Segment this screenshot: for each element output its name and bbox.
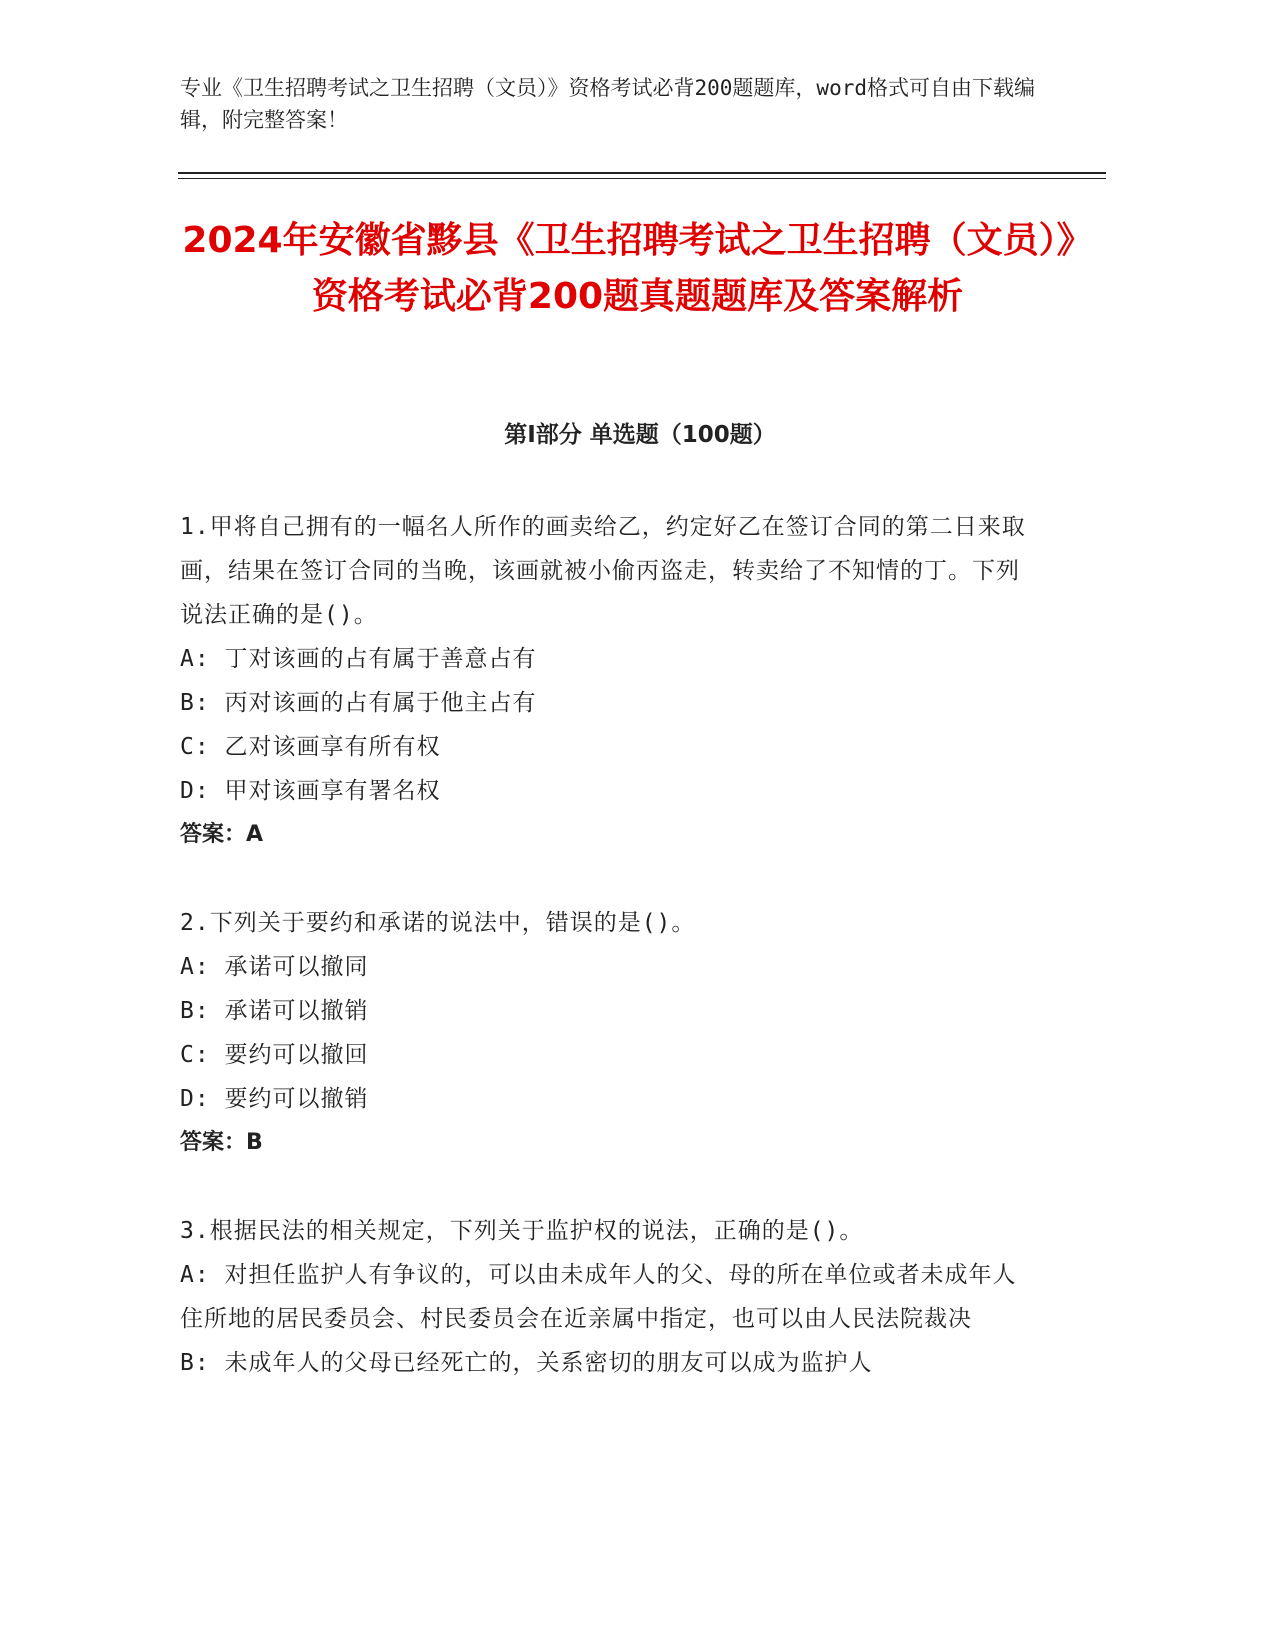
section-heading: 第I部分 单选题（100题）: [504, 422, 776, 448]
option-c: C: 乙对该画享有所有权: [180, 734, 441, 760]
question-1: [180, 505, 1030, 857]
question-list: [180, 505, 1030, 1429]
question-2: [180, 901, 1030, 1165]
option-b: B: 承诺可以撤销: [180, 998, 369, 1024]
option-b: B: 未成年人的父母已经死亡的，关系密切的朋友可以成为监护人: [180, 1350, 873, 1376]
option-a: A: 承诺可以撤同: [180, 954, 369, 980]
option-a: A: 丁对该画的占有属于善意占有: [180, 646, 537, 672]
header-divider-thin: [178, 178, 1106, 179]
document-title: 2024年安徽省黟县《卫生招聘考试之卫生招聘（文员）》资格考试必背200题真题题库及答案解析: [182, 220, 1093, 317]
answer: 答案：B: [180, 1130, 263, 1155]
option-a: A: 对担任监护人有争议的，可以由未成年人的父、母的所在单位或者未成年人住所地的居民委员会、村民委员会在近亲属中指定，也可以由人民法院裁决: [180, 1262, 1017, 1332]
option-c: C: 要约可以撤回: [180, 1042, 369, 1068]
question-stem: 1.甲将自己拥有的一幅名人所作的画卖给乙，约定好乙在签订合同的第二日来取画，结果在签订合同的当晚，该画就被小偷丙盗走，转卖给了不知情的丁。下列说法正确的是()。: [180, 514, 1026, 628]
question-stem: 3.根据民法的相关规定，下列关于监护权的说法，正确的是()。: [180, 1218, 864, 1244]
option-d: D: 甲对该画享有署名权: [180, 778, 441, 804]
option-d: D: 要约可以撤销: [180, 1086, 369, 1112]
header-note: 专业《卫生招聘考试之卫生招聘（文员）》资格考试必背200题题库，word格式可自由下载编辑，附完整答案！: [180, 76, 1035, 132]
question-stem: 2.下列关于要约和承诺的说法中，错误的是()。: [180, 910, 696, 936]
header-divider-thick: [178, 172, 1106, 174]
answer: 答案：A: [180, 822, 264, 847]
option-b: B: 丙对该画的占有属于他主占有: [180, 690, 537, 716]
question-3: [180, 1209, 1030, 1385]
